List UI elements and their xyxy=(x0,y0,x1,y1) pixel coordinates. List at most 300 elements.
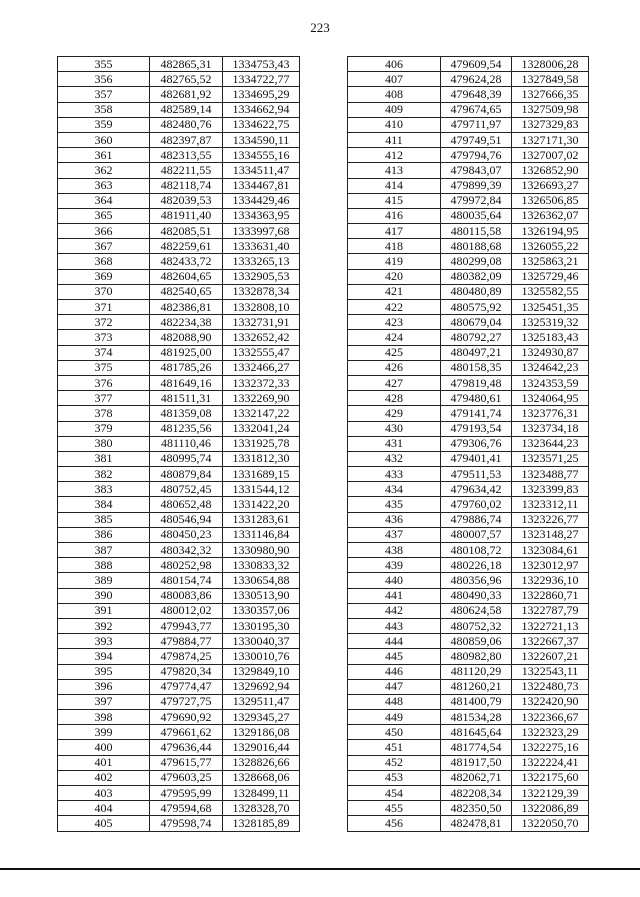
point-number-cell: 391 xyxy=(58,603,150,618)
x-coordinate-cell: 480115,58 xyxy=(441,224,512,239)
table-row xyxy=(58,345,300,360)
y-coordinate-cell: 1323399,83 xyxy=(512,482,589,497)
point-number-cell: 363 xyxy=(58,178,150,193)
y-coordinate-cell: 1322607,21 xyxy=(512,649,589,664)
x-coordinate-cell: 480342,32 xyxy=(150,543,223,558)
point-number-cell: 415 xyxy=(348,193,441,208)
y-coordinate-cell: 1329186,08 xyxy=(223,725,300,740)
point-number-cell: 359 xyxy=(58,117,150,132)
point-number-cell: 374 xyxy=(58,345,150,360)
x-coordinate-cell: 480995,74 xyxy=(150,451,223,466)
y-coordinate-cell: 1324930,87 xyxy=(512,345,589,360)
point-number-cell: 413 xyxy=(348,163,441,178)
y-coordinate-cell: 1324642,23 xyxy=(512,360,589,375)
point-number-cell: 366 xyxy=(58,224,150,239)
point-number-cell: 427 xyxy=(348,375,441,390)
y-coordinate-cell: 1322224,41 xyxy=(512,755,589,770)
y-coordinate-cell: 1325582,55 xyxy=(512,284,589,299)
x-coordinate-cell: 480154,74 xyxy=(150,573,223,588)
point-number-cell: 387 xyxy=(58,543,150,558)
y-coordinate-cell: 1328185,89 xyxy=(223,816,300,831)
point-number-cell: 371 xyxy=(58,300,150,315)
table-row xyxy=(348,391,589,406)
point-number-cell: 438 xyxy=(348,543,441,558)
x-coordinate-cell: 479661,62 xyxy=(150,725,223,740)
y-coordinate-cell: 1334467,81 xyxy=(223,178,300,193)
y-coordinate-cell: 1328668,06 xyxy=(223,770,300,785)
point-number-cell: 454 xyxy=(348,786,441,801)
table-row xyxy=(348,786,589,801)
x-coordinate-cell: 482350,50 xyxy=(441,801,512,816)
y-coordinate-cell: 1325451,35 xyxy=(512,300,589,315)
point-number-cell: 410 xyxy=(348,117,441,132)
point-number-cell: 381 xyxy=(58,451,150,466)
table-row xyxy=(348,345,589,360)
point-number-cell: 416 xyxy=(348,208,441,223)
x-coordinate-cell: 479899,39 xyxy=(441,178,512,193)
x-coordinate-cell: 482259,61 xyxy=(150,239,223,254)
table-row xyxy=(58,436,300,451)
table-row xyxy=(348,634,589,649)
point-number-cell: 377 xyxy=(58,391,150,406)
point-number-cell: 423 xyxy=(348,315,441,330)
table-row xyxy=(58,512,300,527)
point-number-cell: 368 xyxy=(58,254,150,269)
point-number-cell: 451 xyxy=(348,740,441,755)
x-coordinate-cell: 480679,04 xyxy=(441,315,512,330)
y-coordinate-cell: 1322787,79 xyxy=(512,603,589,618)
table-row xyxy=(58,770,300,785)
x-coordinate-cell: 481645,64 xyxy=(441,725,512,740)
x-coordinate-cell: 482062,71 xyxy=(441,770,512,785)
x-coordinate-cell: 479820,34 xyxy=(150,664,223,679)
x-coordinate-cell: 482397,87 xyxy=(150,132,223,147)
point-number-cell: 372 xyxy=(58,315,150,330)
y-coordinate-cell: 1328826,66 xyxy=(223,755,300,770)
y-coordinate-cell: 1334622,75 xyxy=(223,117,300,132)
y-coordinate-cell: 1323012,97 xyxy=(512,558,589,573)
point-number-cell: 376 xyxy=(58,375,150,390)
y-coordinate-cell: 1332652,42 xyxy=(223,330,300,345)
point-number-cell: 402 xyxy=(58,770,150,785)
y-coordinate-cell: 1324353,59 xyxy=(512,375,589,390)
table-row xyxy=(348,163,589,178)
y-coordinate-cell: 1330357,06 xyxy=(223,603,300,618)
point-number-cell: 400 xyxy=(58,740,150,755)
point-number-cell: 419 xyxy=(348,254,441,269)
x-coordinate-cell: 479193,54 xyxy=(441,421,512,436)
table-row xyxy=(348,406,589,421)
point-number-cell: 406 xyxy=(348,57,441,72)
point-number-cell: 380 xyxy=(58,436,150,451)
table-row xyxy=(58,603,300,618)
point-number-cell: 417 xyxy=(348,224,441,239)
y-coordinate-cell: 1332808,10 xyxy=(223,300,300,315)
point-number-cell: 443 xyxy=(348,618,441,633)
table-row xyxy=(58,391,300,406)
point-number-cell: 432 xyxy=(348,451,441,466)
point-number-cell: 434 xyxy=(348,482,441,497)
table-row xyxy=(348,57,589,72)
x-coordinate-cell: 480226,18 xyxy=(441,558,512,573)
table-row xyxy=(348,649,589,664)
point-number-cell: 373 xyxy=(58,330,150,345)
table-row xyxy=(348,467,589,482)
point-number-cell: 428 xyxy=(348,391,441,406)
y-coordinate-cell: 1330513,90 xyxy=(223,588,300,603)
y-coordinate-cell: 1322721,13 xyxy=(512,618,589,633)
coordinates-table-right xyxy=(347,56,589,832)
y-coordinate-cell: 1324064,95 xyxy=(512,391,589,406)
point-number-cell: 388 xyxy=(58,558,150,573)
table-row xyxy=(348,725,589,740)
point-number-cell: 384 xyxy=(58,497,150,512)
x-coordinate-cell: 480188,68 xyxy=(441,239,512,254)
x-coordinate-cell: 480546,94 xyxy=(150,512,223,527)
x-coordinate-cell: 479886,74 xyxy=(441,512,512,527)
table-row xyxy=(58,725,300,740)
x-coordinate-cell: 482765,52 xyxy=(150,72,223,87)
x-coordinate-cell: 482681,92 xyxy=(150,87,223,102)
x-coordinate-cell: 479874,25 xyxy=(150,649,223,664)
table-row xyxy=(58,178,300,193)
table-row xyxy=(348,512,589,527)
point-number-cell: 414 xyxy=(348,178,441,193)
x-coordinate-cell: 480879,84 xyxy=(150,467,223,482)
table-row xyxy=(348,117,589,132)
table-row xyxy=(348,254,589,269)
table-row xyxy=(58,573,300,588)
x-coordinate-cell: 480356,96 xyxy=(441,573,512,588)
point-number-cell: 358 xyxy=(58,102,150,117)
table-row xyxy=(348,193,589,208)
x-coordinate-cell: 480752,32 xyxy=(441,618,512,633)
table-row xyxy=(58,694,300,709)
y-coordinate-cell: 1328006,28 xyxy=(512,57,589,72)
y-coordinate-cell: 1332555,47 xyxy=(223,345,300,360)
point-number-cell: 437 xyxy=(348,527,441,542)
y-coordinate-cell: 1325183,43 xyxy=(512,330,589,345)
point-number-cell: 398 xyxy=(58,710,150,725)
table-row xyxy=(58,87,300,102)
y-coordinate-cell: 1332269,90 xyxy=(223,391,300,406)
x-coordinate-cell: 482313,55 xyxy=(150,148,223,163)
point-number-cell: 431 xyxy=(348,436,441,451)
y-coordinate-cell: 1330010,76 xyxy=(223,649,300,664)
y-coordinate-cell: 1329016,44 xyxy=(223,740,300,755)
y-coordinate-cell: 1333631,40 xyxy=(223,239,300,254)
y-coordinate-cell: 1329849,10 xyxy=(223,664,300,679)
table-row xyxy=(348,330,589,345)
y-coordinate-cell: 1330833,32 xyxy=(223,558,300,573)
table-row xyxy=(58,117,300,132)
y-coordinate-cell: 1334662,94 xyxy=(223,102,300,117)
y-coordinate-cell: 1326194,95 xyxy=(512,224,589,239)
y-coordinate-cell: 1333997,68 xyxy=(223,224,300,239)
point-number-cell: 365 xyxy=(58,208,150,223)
table-row xyxy=(58,224,300,239)
y-coordinate-cell: 1325863,21 xyxy=(512,254,589,269)
table-row xyxy=(348,755,589,770)
y-coordinate-cell: 1331422,20 xyxy=(223,497,300,512)
y-coordinate-cell: 1332731,91 xyxy=(223,315,300,330)
x-coordinate-cell: 482589,14 xyxy=(150,102,223,117)
table-row xyxy=(348,543,589,558)
point-number-cell: 403 xyxy=(58,786,150,801)
table-row xyxy=(348,694,589,709)
point-number-cell: 369 xyxy=(58,269,150,284)
table-row xyxy=(348,300,589,315)
y-coordinate-cell: 1330980,90 xyxy=(223,543,300,558)
x-coordinate-cell: 480859,06 xyxy=(441,634,512,649)
x-coordinate-cell: 480982,80 xyxy=(441,649,512,664)
table-row xyxy=(348,740,589,755)
table-row xyxy=(58,421,300,436)
y-coordinate-cell: 1334511,47 xyxy=(223,163,300,178)
point-number-cell: 382 xyxy=(58,467,150,482)
point-number-cell: 362 xyxy=(58,163,150,178)
y-coordinate-cell: 1331544,12 xyxy=(223,482,300,497)
point-number-cell: 452 xyxy=(348,755,441,770)
x-coordinate-cell: 480792,27 xyxy=(441,330,512,345)
x-coordinate-cell: 481110,46 xyxy=(150,436,223,451)
x-coordinate-cell: 481774,54 xyxy=(441,740,512,755)
x-coordinate-cell: 479401,41 xyxy=(441,451,512,466)
y-coordinate-cell: 1334695,29 xyxy=(223,87,300,102)
table-row xyxy=(348,816,589,831)
x-coordinate-cell: 481925,00 xyxy=(150,345,223,360)
y-coordinate-cell: 1322323,29 xyxy=(512,725,589,740)
x-coordinate-cell: 479884,77 xyxy=(150,634,223,649)
point-number-cell: 379 xyxy=(58,421,150,436)
x-coordinate-cell: 481785,26 xyxy=(150,360,223,375)
x-coordinate-cell: 481534,28 xyxy=(441,710,512,725)
table-row xyxy=(348,360,589,375)
point-number-cell: 386 xyxy=(58,527,150,542)
x-coordinate-cell: 479819,48 xyxy=(441,375,512,390)
point-number-cell: 393 xyxy=(58,634,150,649)
x-coordinate-cell: 482604,65 xyxy=(150,269,223,284)
x-coordinate-cell: 480108,72 xyxy=(441,543,512,558)
table-row xyxy=(58,649,300,664)
coordinates-table-left xyxy=(57,56,300,832)
point-number-cell: 450 xyxy=(348,725,441,740)
x-coordinate-cell: 482118,74 xyxy=(150,178,223,193)
x-coordinate-cell: 482085,51 xyxy=(150,224,223,239)
table-row xyxy=(348,421,589,436)
y-coordinate-cell: 1323148,27 xyxy=(512,527,589,542)
table-row xyxy=(348,588,589,603)
point-number-cell: 389 xyxy=(58,573,150,588)
table-row xyxy=(58,497,300,512)
x-coordinate-cell: 480035,64 xyxy=(441,208,512,223)
table-row xyxy=(348,269,589,284)
x-coordinate-cell: 479141,74 xyxy=(441,406,512,421)
x-coordinate-cell: 482234,38 xyxy=(150,315,223,330)
x-coordinate-cell: 481359,08 xyxy=(150,406,223,421)
point-number-cell: 440 xyxy=(348,573,441,588)
x-coordinate-cell: 480575,92 xyxy=(441,300,512,315)
x-coordinate-cell: 480252,98 xyxy=(150,558,223,573)
table-row xyxy=(58,634,300,649)
y-coordinate-cell: 1327171,30 xyxy=(512,132,589,147)
x-coordinate-cell: 479636,44 xyxy=(150,740,223,755)
y-coordinate-cell: 1327849,58 xyxy=(512,72,589,87)
y-coordinate-cell: 1332466,27 xyxy=(223,360,300,375)
point-number-cell: 424 xyxy=(348,330,441,345)
point-number-cell: 411 xyxy=(348,132,441,147)
x-coordinate-cell: 480490,33 xyxy=(441,588,512,603)
table-row xyxy=(348,558,589,573)
x-coordinate-cell: 480752,45 xyxy=(150,482,223,497)
table-row xyxy=(348,239,589,254)
x-coordinate-cell: 480299,08 xyxy=(441,254,512,269)
x-coordinate-cell: 480497,21 xyxy=(441,345,512,360)
point-number-cell: 430 xyxy=(348,421,441,436)
x-coordinate-cell: 480382,09 xyxy=(441,269,512,284)
point-number-cell: 401 xyxy=(58,755,150,770)
y-coordinate-cell: 1334363,95 xyxy=(223,208,300,223)
x-coordinate-cell: 480652,48 xyxy=(150,497,223,512)
table-row xyxy=(58,284,300,299)
table-row xyxy=(58,740,300,755)
x-coordinate-cell: 479609,54 xyxy=(441,57,512,72)
table-row xyxy=(58,816,300,831)
point-number-cell: 357 xyxy=(58,87,150,102)
y-coordinate-cell: 1322175,60 xyxy=(512,770,589,785)
table-row xyxy=(58,132,300,147)
y-coordinate-cell: 1323488,77 xyxy=(512,467,589,482)
point-number-cell: 448 xyxy=(348,694,441,709)
table-row xyxy=(58,618,300,633)
y-coordinate-cell: 1330654,88 xyxy=(223,573,300,588)
x-coordinate-cell: 479603,25 xyxy=(150,770,223,785)
table-row xyxy=(58,300,300,315)
table-row xyxy=(348,573,589,588)
x-coordinate-cell: 479794,76 xyxy=(441,148,512,163)
x-coordinate-cell: 481120,29 xyxy=(441,664,512,679)
table-row xyxy=(348,770,589,785)
table-row xyxy=(348,284,589,299)
x-coordinate-cell: 479594,68 xyxy=(150,801,223,816)
y-coordinate-cell: 1322480,73 xyxy=(512,679,589,694)
table-row xyxy=(58,558,300,573)
table-row xyxy=(58,406,300,421)
table-row xyxy=(58,710,300,725)
table-row xyxy=(58,330,300,345)
point-number-cell: 439 xyxy=(348,558,441,573)
y-coordinate-cell: 1332905,53 xyxy=(223,269,300,284)
y-coordinate-cell: 1332147,22 xyxy=(223,406,300,421)
y-coordinate-cell: 1333265,13 xyxy=(223,254,300,269)
table-row xyxy=(348,664,589,679)
point-number-cell: 441 xyxy=(348,588,441,603)
point-number-cell: 422 xyxy=(348,300,441,315)
point-number-cell: 449 xyxy=(348,710,441,725)
y-coordinate-cell: 1334590,11 xyxy=(223,132,300,147)
table-row xyxy=(58,254,300,269)
point-number-cell: 367 xyxy=(58,239,150,254)
y-coordinate-cell: 1323776,31 xyxy=(512,406,589,421)
y-coordinate-cell: 1328328,70 xyxy=(223,801,300,816)
x-coordinate-cell: 479624,28 xyxy=(441,72,512,87)
y-coordinate-cell: 1323734,18 xyxy=(512,421,589,436)
y-coordinate-cell: 1331146,84 xyxy=(223,527,300,542)
y-coordinate-cell: 1322129,39 xyxy=(512,786,589,801)
y-coordinate-cell: 1330195,30 xyxy=(223,618,300,633)
table-row xyxy=(348,72,589,87)
x-coordinate-cell: 482480,76 xyxy=(150,117,223,132)
point-number-cell: 445 xyxy=(348,649,441,664)
table-row xyxy=(58,269,300,284)
y-coordinate-cell: 1325319,32 xyxy=(512,315,589,330)
y-coordinate-cell: 1334555,16 xyxy=(223,148,300,163)
y-coordinate-cell: 1332372,33 xyxy=(223,375,300,390)
table-row xyxy=(348,451,589,466)
y-coordinate-cell: 1331925,78 xyxy=(223,436,300,451)
table-row xyxy=(58,467,300,482)
x-coordinate-cell: 479306,76 xyxy=(441,436,512,451)
table-row xyxy=(348,148,589,163)
point-number-cell: 442 xyxy=(348,603,441,618)
x-coordinate-cell: 480083,86 xyxy=(150,588,223,603)
table-row xyxy=(58,57,300,72)
table-row xyxy=(348,436,589,451)
y-coordinate-cell: 1323084,61 xyxy=(512,543,589,558)
y-coordinate-cell: 1322543,11 xyxy=(512,664,589,679)
x-coordinate-cell: 482039,53 xyxy=(150,193,223,208)
footer-rule xyxy=(0,868,640,870)
point-number-cell: 399 xyxy=(58,725,150,740)
table-row xyxy=(348,208,589,223)
x-coordinate-cell: 479648,39 xyxy=(441,87,512,102)
table-row xyxy=(348,497,589,512)
x-coordinate-cell: 479843,07 xyxy=(441,163,512,178)
table-row xyxy=(58,239,300,254)
point-number-cell: 396 xyxy=(58,679,150,694)
y-coordinate-cell: 1323312,11 xyxy=(512,497,589,512)
point-number-cell: 408 xyxy=(348,87,441,102)
table-row xyxy=(58,786,300,801)
point-number-cell: 360 xyxy=(58,132,150,147)
point-number-cell: 378 xyxy=(58,406,150,421)
y-coordinate-cell: 1329511,47 xyxy=(223,694,300,709)
x-coordinate-cell: 481235,56 xyxy=(150,421,223,436)
x-coordinate-cell: 480158,35 xyxy=(441,360,512,375)
x-coordinate-cell: 482088,90 xyxy=(150,330,223,345)
table-row xyxy=(348,710,589,725)
y-coordinate-cell: 1330040,37 xyxy=(223,634,300,649)
y-coordinate-cell: 1334722,77 xyxy=(223,72,300,87)
table-row xyxy=(58,72,300,87)
y-coordinate-cell: 1326852,90 xyxy=(512,163,589,178)
table-row xyxy=(58,588,300,603)
x-coordinate-cell: 482386,81 xyxy=(150,300,223,315)
point-number-cell: 407 xyxy=(348,72,441,87)
point-number-cell: 404 xyxy=(58,801,150,816)
table-row xyxy=(58,375,300,390)
x-coordinate-cell: 479511,53 xyxy=(441,467,512,482)
y-coordinate-cell: 1328499,11 xyxy=(223,786,300,801)
y-coordinate-cell: 1334753,43 xyxy=(223,57,300,72)
x-coordinate-cell: 482211,55 xyxy=(150,163,223,178)
point-number-cell: 429 xyxy=(348,406,441,421)
point-number-cell: 418 xyxy=(348,239,441,254)
x-coordinate-cell: 481649,16 xyxy=(150,375,223,390)
x-coordinate-cell: 480007,57 xyxy=(441,527,512,542)
page-number: 223 xyxy=(310,20,330,35)
table-row xyxy=(58,315,300,330)
